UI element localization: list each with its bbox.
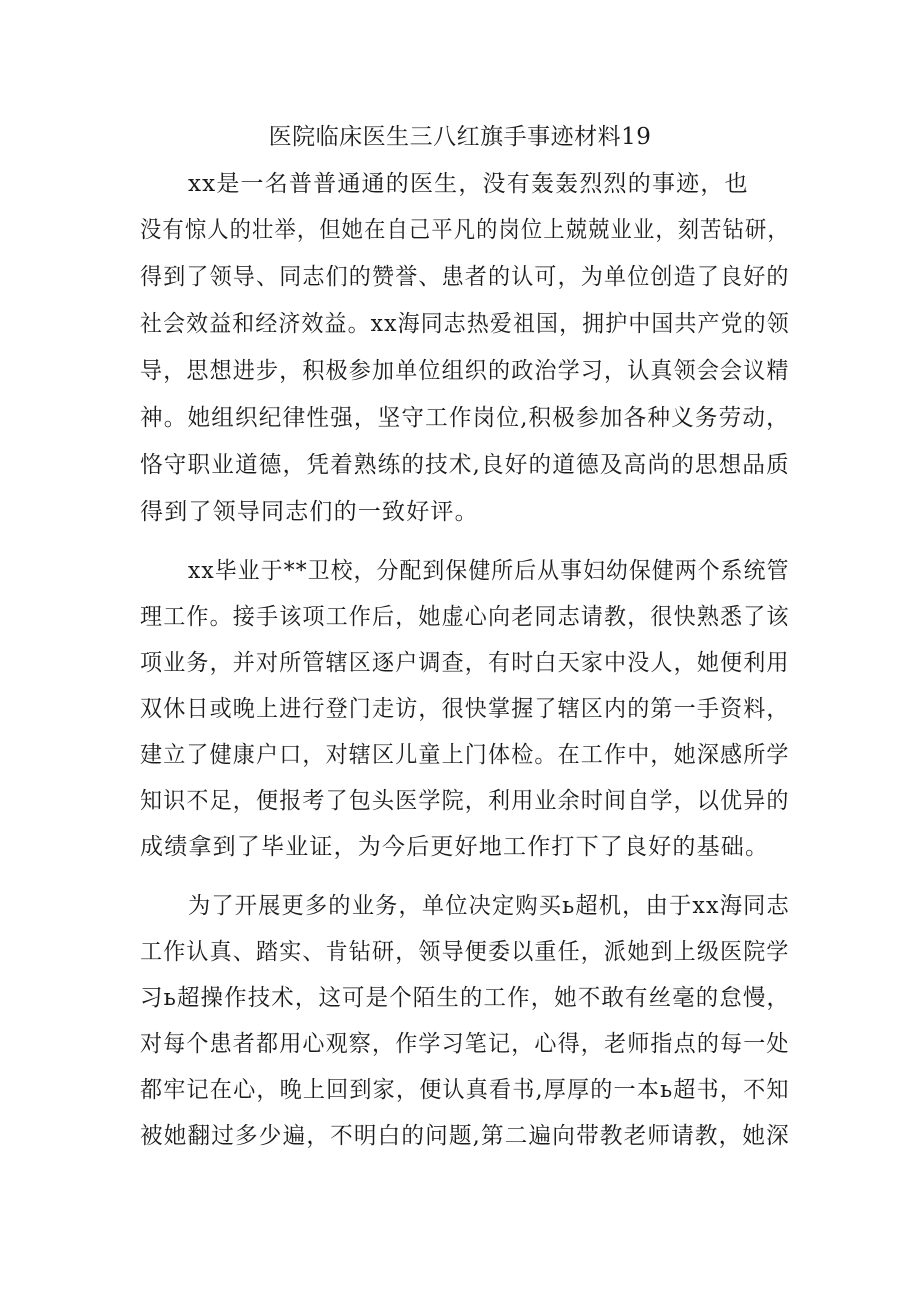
paragraph-2-line-6: 知识不足，便报考了包头医学院，利用业余时间自学，以优异的 xyxy=(140,788,790,814)
paragraph-2-line-7: 成绩拿到了毕业证，为今后更好地工作打下了良好的基础。 xyxy=(140,834,770,860)
paragraph-3-line-3: 习ь超操作技术，这可是个陌生的工作，她不敢有丝毫的怠慢， xyxy=(140,985,791,1011)
paragraph-1-line-7: 恪守职业道德，凭着熟练的技术,良好的道德及高尚的思想品质 xyxy=(140,452,790,478)
paragraph-1-line-3: 得到了领导、同志们的赞誉、患者的认可，为单位创造了良好的 xyxy=(140,264,790,290)
paragraph-2-line-3: 项业务，并对所管辖区逐户调查，有时白天家中没人，她便利用 xyxy=(140,650,790,676)
paragraph-1-line-2: 没有惊人的壮举，但她在自己平凡的岗位上兢兢业业，刻苦钻研， xyxy=(140,217,790,243)
paragraph-3-line-4: 对每个患者都用心观察，作学习笔记，心得，老师指点的每一处 xyxy=(140,1031,790,1057)
document-title: 医院临床医生三八红旗手事迹材料19 xyxy=(268,124,652,150)
paragraph-1-line-4: 社会效益和经济效益。xx海同志热爱祖国，拥护中国共产党的领 xyxy=(140,311,790,337)
paragraph-2-line-1: xx毕业于**卫校，分配到保健所后从事妇幼保健两个系统管 xyxy=(188,558,790,584)
paragraph-2-line-5: 建立了健康户口，对辖区儿童上门体检。在工作中，她深感所学 xyxy=(140,742,790,768)
paragraph-1-line-5: 导，思想进步，积极参加单位组织的政治学习，认真领会会议精 xyxy=(140,358,790,384)
paragraph-3-line-6: 被她翻过多少遍，不明白的问题,第二遍向带教老师请教，她深 xyxy=(140,1123,790,1149)
paragraph-1-line-1: xx是一名普普通通的医生，没有轰轰烈烈的事迹，也 xyxy=(188,171,749,197)
paragraph-3-line-5: 都牢记在心，晚上回到家，便认真看书,厚厚的一本ь超书，不知 xyxy=(140,1077,790,1103)
paragraph-2-line-4: 双休日或晚上进行登门走访，很快掌握了辖区内的第一手资料， xyxy=(140,696,790,722)
paragraph-2-line-2: 理工作。接手该项工作后，她虚心向老同志请教，很快熟悉了该 xyxy=(140,604,790,630)
paragraph-1-line-6: 神。她组织纪律性强，坚守工作岗位,积极参加各种义务劳动， xyxy=(140,405,790,431)
paragraph-3-line-1: 为了开展更多的业务，单位决定购买ь超机，由于xx海同志 xyxy=(188,893,790,919)
paragraph-1-line-8: 得到了领导同志们的一致好评。 xyxy=(140,499,479,525)
paragraph-3-line-2: 工作认真、踏实、肯钻研，领导便委以重任，派她到上级医院学 xyxy=(140,939,790,965)
